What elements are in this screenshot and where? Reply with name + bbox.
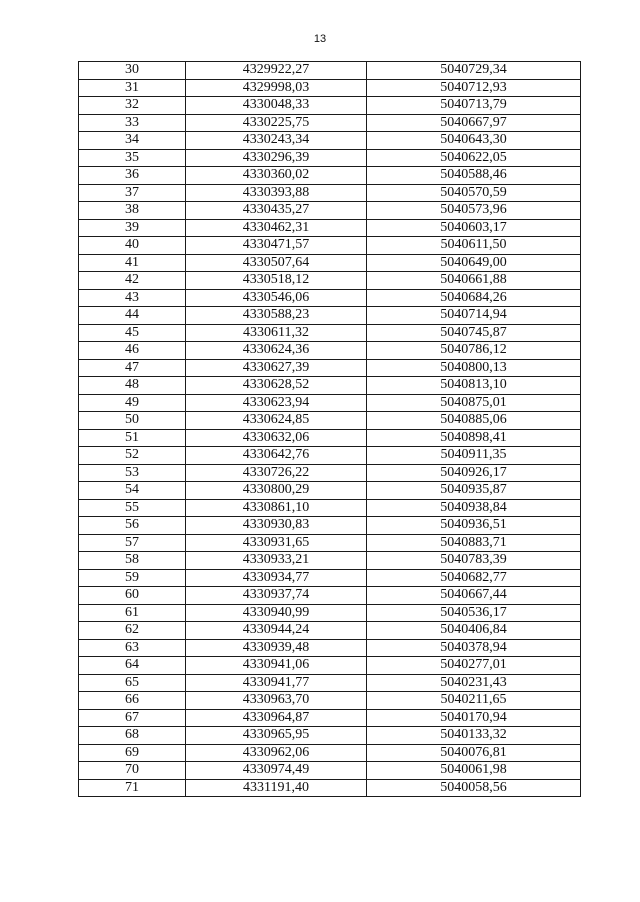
y-coordinate-cell: 5040883,71 [367,534,581,552]
y-coordinate-cell: 5040277,01 [367,657,581,675]
point-number-cell: 41 [79,254,186,272]
y-coordinate-cell: 5040800,13 [367,359,581,377]
y-coordinate-cell: 5040378,94 [367,639,581,657]
y-coordinate-cell: 5040745,87 [367,324,581,342]
x-coordinate-cell: 4330939,48 [186,639,367,657]
point-number-cell: 47 [79,359,186,377]
point-number-cell: 32 [79,97,186,115]
x-coordinate-cell: 4330930,83 [186,517,367,535]
y-coordinate-cell: 5040611,50 [367,237,581,255]
y-coordinate-cell: 5040231,43 [367,674,581,692]
point-number-cell: 51 [79,429,186,447]
point-number-cell: 46 [79,342,186,360]
table-row [79,447,581,465]
point-number-cell: 34 [79,132,186,150]
table-row [79,499,581,517]
point-number-cell: 56 [79,517,186,535]
point-number-cell: 53 [79,464,186,482]
y-coordinate-cell: 5040712,93 [367,79,581,97]
x-coordinate-cell: 4330296,39 [186,149,367,167]
x-coordinate-cell: 4330726,22 [186,464,367,482]
point-number-cell: 38 [79,202,186,220]
x-coordinate-cell: 4330965,95 [186,727,367,745]
point-number-cell: 64 [79,657,186,675]
y-coordinate-cell: 5040643,30 [367,132,581,150]
y-coordinate-cell: 5040622,05 [367,149,581,167]
x-coordinate-cell: 4330507,64 [186,254,367,272]
table-row [79,97,581,115]
y-coordinate-cell: 5040875,01 [367,394,581,412]
point-number-cell: 45 [79,324,186,342]
y-coordinate-cell: 5040667,97 [367,114,581,132]
point-number-cell: 39 [79,219,186,237]
table-row [79,429,581,447]
point-number-cell: 44 [79,307,186,325]
x-coordinate-cell: 4330048,33 [186,97,367,115]
table-row [79,394,581,412]
table-row [79,587,581,605]
table-row [79,307,581,325]
y-coordinate-cell: 5040406,84 [367,622,581,640]
y-coordinate-cell: 5040911,35 [367,447,581,465]
x-coordinate-cell: 4330624,36 [186,342,367,360]
x-coordinate-cell: 4330588,23 [186,307,367,325]
point-number-cell: 65 [79,674,186,692]
table-row [79,639,581,657]
table-row [79,219,581,237]
point-number-cell: 55 [79,499,186,517]
table-row [79,254,581,272]
y-coordinate-cell: 5040603,17 [367,219,581,237]
table-row [79,534,581,552]
y-coordinate-cell: 5040570,59 [367,184,581,202]
table-row [79,744,581,762]
x-coordinate-cell: 4330940,99 [186,604,367,622]
table-row [79,342,581,360]
table-row [79,184,581,202]
point-number-cell: 61 [79,604,186,622]
point-number-cell: 30 [79,62,186,80]
y-coordinate-cell: 5040133,32 [367,727,581,745]
table-row [79,359,581,377]
table-row [79,272,581,290]
table-row [79,237,581,255]
x-coordinate-cell: 4330611,32 [186,324,367,342]
table-row [79,132,581,150]
x-coordinate-cell: 4330933,21 [186,552,367,570]
point-number-cell: 43 [79,289,186,307]
point-number-cell: 63 [79,639,186,657]
y-coordinate-cell: 5040935,87 [367,482,581,500]
point-number-cell: 66 [79,692,186,710]
y-coordinate-cell: 5040667,44 [367,587,581,605]
point-number-cell: 69 [79,744,186,762]
y-coordinate-cell: 5040588,46 [367,167,581,185]
point-number-cell: 37 [79,184,186,202]
point-number-cell: 68 [79,727,186,745]
y-coordinate-cell: 5040076,81 [367,744,581,762]
y-coordinate-cell: 5040713,79 [367,97,581,115]
x-coordinate-cell: 4330861,10 [186,499,367,517]
point-number-cell: 67 [79,709,186,727]
point-number-cell: 36 [79,167,186,185]
x-coordinate-cell: 4330546,06 [186,289,367,307]
table-row [79,62,581,80]
x-coordinate-cell: 4329998,03 [186,79,367,97]
table-row [79,727,581,745]
x-coordinate-cell: 4331191,40 [186,779,367,797]
y-coordinate-cell: 5040649,00 [367,254,581,272]
table-row [79,377,581,395]
point-number-cell: 58 [79,552,186,570]
point-number-cell: 54 [79,482,186,500]
point-number-cell: 35 [79,149,186,167]
coordinates-table-body [79,62,581,797]
x-coordinate-cell: 4330934,77 [186,569,367,587]
x-coordinate-cell: 4330800,29 [186,482,367,500]
y-coordinate-cell: 5040786,12 [367,342,581,360]
table-row [79,114,581,132]
y-coordinate-cell: 5040898,41 [367,429,581,447]
x-coordinate-cell: 4330941,77 [186,674,367,692]
table-row [79,657,581,675]
table-row [79,167,581,185]
table-row [79,622,581,640]
y-coordinate-cell: 5040938,84 [367,499,581,517]
x-coordinate-cell: 4330462,31 [186,219,367,237]
x-coordinate-cell: 4330627,39 [186,359,367,377]
y-coordinate-cell: 5040573,96 [367,202,581,220]
y-coordinate-cell: 5040684,26 [367,289,581,307]
x-coordinate-cell: 4330628,52 [186,377,367,395]
x-coordinate-cell: 4330931,65 [186,534,367,552]
y-coordinate-cell: 5040661,88 [367,272,581,290]
x-coordinate-cell: 4330937,74 [186,587,367,605]
y-coordinate-cell: 5040170,94 [367,709,581,727]
table-row [79,552,581,570]
y-coordinate-cell: 5040783,39 [367,552,581,570]
point-number-cell: 70 [79,762,186,780]
x-coordinate-cell: 4330941,06 [186,657,367,675]
table-row [79,412,581,430]
x-coordinate-cell: 4330243,34 [186,132,367,150]
page-number: 13 [313,33,327,45]
x-coordinate-cell: 4330962,06 [186,744,367,762]
y-coordinate-cell: 5040885,06 [367,412,581,430]
point-number-cell: 57 [79,534,186,552]
table-row [79,79,581,97]
table-row [79,604,581,622]
x-coordinate-cell: 4330642,76 [186,447,367,465]
point-number-cell: 62 [79,622,186,640]
point-number-cell: 48 [79,377,186,395]
point-number-cell: 60 [79,587,186,605]
table-row [79,692,581,710]
y-coordinate-cell: 5040058,56 [367,779,581,797]
table-row [79,464,581,482]
x-coordinate-cell: 4330963,70 [186,692,367,710]
point-number-cell: 40 [79,237,186,255]
table-row [79,674,581,692]
x-coordinate-cell: 4330471,57 [186,237,367,255]
x-coordinate-cell: 4330624,85 [186,412,367,430]
y-coordinate-cell: 5040061,98 [367,762,581,780]
x-coordinate-cell: 4330360,02 [186,167,367,185]
table-row [79,709,581,727]
table-row [79,289,581,307]
table-row [79,762,581,780]
x-coordinate-cell: 4329922,27 [186,62,367,80]
y-coordinate-cell: 5040936,51 [367,517,581,535]
x-coordinate-cell: 4330435,27 [186,202,367,220]
table-row [79,779,581,797]
y-coordinate-cell: 5040729,34 [367,62,581,80]
table-row [79,517,581,535]
x-coordinate-cell: 4330393,88 [186,184,367,202]
y-coordinate-cell: 5040682,77 [367,569,581,587]
y-coordinate-cell: 5040714,94 [367,307,581,325]
point-number-cell: 33 [79,114,186,132]
x-coordinate-cell: 4330518,12 [186,272,367,290]
table-row [79,569,581,587]
x-coordinate-cell: 4330623,94 [186,394,367,412]
x-coordinate-cell: 4330944,24 [186,622,367,640]
y-coordinate-cell: 5040813,10 [367,377,581,395]
point-number-cell: 71 [79,779,186,797]
y-coordinate-cell: 5040211,65 [367,692,581,710]
point-number-cell: 50 [79,412,186,430]
point-number-cell: 52 [79,447,186,465]
coordinates-table [78,61,581,797]
point-number-cell: 59 [79,569,186,587]
x-coordinate-cell: 4330974,49 [186,762,367,780]
point-number-cell: 31 [79,79,186,97]
y-coordinate-cell: 5040926,17 [367,464,581,482]
table-row [79,202,581,220]
x-coordinate-cell: 4330225,75 [186,114,367,132]
table-row [79,324,581,342]
point-number-cell: 42 [79,272,186,290]
point-number-cell: 49 [79,394,186,412]
table-row [79,149,581,167]
x-coordinate-cell: 4330964,87 [186,709,367,727]
y-coordinate-cell: 5040536,17 [367,604,581,622]
table-row [79,482,581,500]
x-coordinate-cell: 4330632,06 [186,429,367,447]
